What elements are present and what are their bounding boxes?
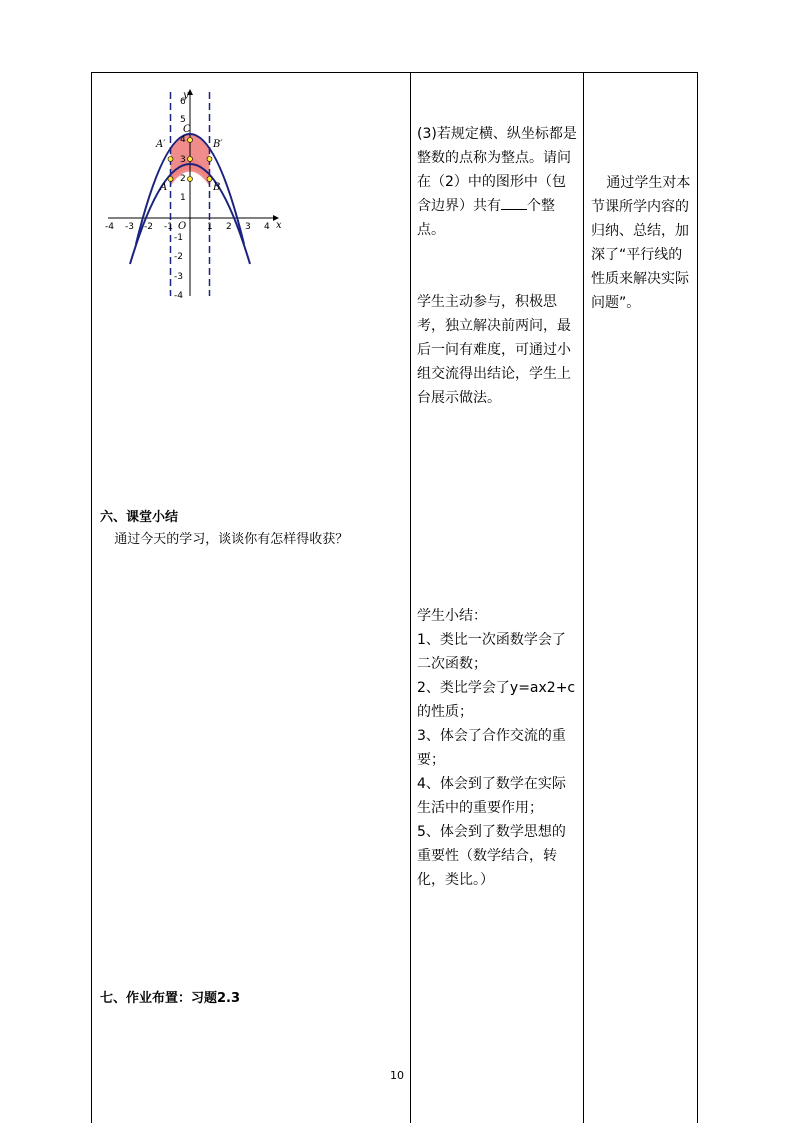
section-6 (100, 507, 405, 551)
point-label-C: C (183, 124, 191, 135)
y-tick: 4 (180, 135, 186, 145)
point-label-B-prime: B′ (213, 139, 223, 150)
student-activity-text: 学生主动参与，积极思考，独立解决前两问，最后一问有难度，可通过小组交流得出结论，学生上台展示做法。 (417, 294, 571, 406)
summary-item: 3、体会了合作交流的重要； (417, 728, 566, 768)
x-tick: 1 (207, 222, 213, 232)
summary-item: 2、类比学会了y=ax2+c的性质； (417, 680, 576, 720)
y-tick: 2 (180, 174, 186, 184)
point-marker (207, 157, 212, 162)
page-number: 10 (390, 1069, 404, 1082)
y-tick: 1 (180, 193, 186, 203)
x-tick: 2 (226, 222, 232, 232)
summary-item: 5、体会到了数学思想的重要性（数学结合，转化，类比。） (417, 824, 566, 888)
point-label-A: A (160, 182, 168, 193)
x-tick: -1 (164, 222, 173, 232)
y-tick: 6 (180, 97, 186, 107)
parabola-graph (100, 84, 290, 304)
summary-item: 4、体会到了数学在实际生活中的重要作用； (417, 776, 566, 816)
section-6-prompt: 通过今天的学习，谈谈你有怎样得收获？ (114, 532, 349, 547)
y-tick: -1 (174, 233, 183, 243)
section-7-title: 七、作业布置：习题2.3 (100, 991, 241, 1006)
y-axis-label: y (183, 90, 189, 101)
table-col-divider-2 (583, 72, 584, 1123)
question-text: (3)若规定横、纵坐标都是整数的点称为整点。请问在（2）中的图形中（包含边界）共有 个整点。 (417, 126, 577, 238)
point-marker (168, 177, 173, 182)
student-summary (417, 604, 577, 892)
design-intent-text: 通过学生对本节课所学内容的归纳、总结，加深了“平行线的性质来解决实际问题”。 (591, 175, 691, 311)
point-marker (188, 177, 193, 182)
point-label-B: B (213, 182, 221, 193)
x-tick: -3 (125, 222, 134, 232)
y-tick: 3 (180, 155, 186, 165)
x-tick: 3 (245, 222, 251, 232)
answer-blank (501, 195, 527, 210)
table-top-border (91, 72, 698, 73)
point-label-A-prime: A′ (156, 139, 166, 150)
point-marker (188, 138, 193, 143)
x-tick: -2 (144, 222, 153, 232)
y-tick: -3 (174, 272, 183, 282)
point-marker (168, 157, 173, 162)
x-tick: -4 (105, 222, 114, 232)
y-tick: -2 (174, 252, 183, 262)
y-tick: 5 (180, 115, 186, 125)
x-tick: 4 (264, 222, 270, 232)
origin-label: O (178, 221, 187, 232)
section-7 (100, 988, 405, 1010)
summary-item: 1、类比一次函数学会了二次函数； (417, 632, 566, 672)
x-axis-label: x (276, 220, 282, 231)
table-col-divider-1 (410, 72, 411, 1123)
y-tick: -4 (174, 291, 183, 301)
table-right-border (697, 72, 698, 1123)
table-left-border (91, 72, 92, 1123)
point-marker (207, 177, 212, 182)
summary-title: 学生小结： (417, 608, 487, 624)
point-marker (188, 157, 193, 162)
section-6-title: 六、课堂小结 (100, 510, 179, 525)
